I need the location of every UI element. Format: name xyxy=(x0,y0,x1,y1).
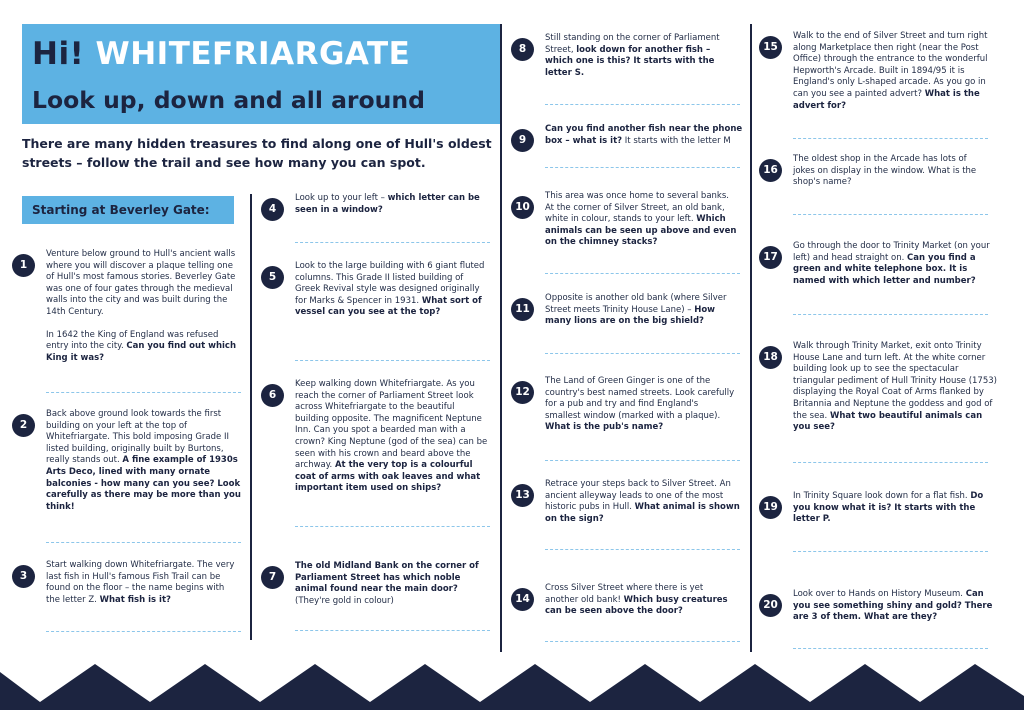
item-question: look down for another fish – which one is this? It starts with the letter S. xyxy=(545,44,715,78)
item-question: What is the advert for? xyxy=(793,88,980,111)
answer-line xyxy=(793,138,988,139)
item-question: which letter can be seen in a window? xyxy=(295,193,480,215)
answer-line xyxy=(295,630,490,631)
item-question: What two beautiful animals can you see? xyxy=(793,410,983,433)
item-question: What animal is shown on the sign? xyxy=(545,502,740,524)
item-text xyxy=(545,33,735,79)
item-number: 13 xyxy=(511,484,534,507)
item-number: 9 xyxy=(511,129,534,152)
answer-line xyxy=(793,214,988,215)
item-question: What is the pub's name? xyxy=(545,422,664,433)
item-body: In Trinity Square look down for a flat fish. xyxy=(793,491,968,501)
item-number: 1 xyxy=(12,254,35,277)
item-body: Cross Silver Street where there is yet another old bank! xyxy=(545,583,704,605)
item-body: Still standing on the corner of Parliament Street, xyxy=(545,33,720,55)
item-body: Look to the large building with 6 giant fluted columns. This Grade II listed building of Greek Revival style was designed originally for Marks & Spencer in 1931. xyxy=(295,261,485,306)
item-question: What sort of vessel can you see at the top? xyxy=(295,295,482,318)
section-heading-start: Starting at Beverley Gate: xyxy=(22,196,234,224)
title-banner xyxy=(22,24,500,124)
answer-line xyxy=(295,360,490,361)
item-body: This area was once home to several banks. At the corner of Silver Street, an old bank, white in colour, stands to your left. xyxy=(545,191,729,225)
item-text xyxy=(295,379,489,495)
answer-line xyxy=(793,648,988,649)
item-question: What fish is it? xyxy=(99,594,171,605)
column-divider xyxy=(750,24,752,652)
item-number: 15 xyxy=(759,36,782,59)
item-number: 2 xyxy=(12,414,35,437)
answer-line xyxy=(46,631,241,632)
item-question: Can you find out which King it was? xyxy=(46,341,236,363)
answer-line xyxy=(545,104,740,105)
zigzag-border xyxy=(0,660,1024,710)
item-text xyxy=(793,341,997,434)
answer-line xyxy=(545,641,740,642)
item-question: Which busy creatures can be seen above the door? xyxy=(545,594,728,617)
item-text xyxy=(545,583,739,618)
item-text xyxy=(545,293,743,328)
item-number: 14 xyxy=(511,588,534,611)
item-note: (They're gold in colour) xyxy=(295,595,394,606)
item-text xyxy=(46,249,240,364)
page-title xyxy=(32,36,410,72)
item-text xyxy=(793,241,995,287)
item-body: Venture below ground to Hull's ancient walls where you will discover a plaque telling one of Hull's most famous stories. Beverley Gate was one of four gates through the medieval walls into the city and was built during the 14th Century. xyxy=(46,249,236,317)
item-body: Walk to the end of Silver Street and turn right along Marketplace then right (near the Post Office) through the entrance to the wonderful Hepworth's Arcade. Built in 1894/95 it is England's only L-shaped arcade. As you go in can you see a painted advert? xyxy=(793,31,988,99)
answer-line xyxy=(295,242,490,243)
item-text xyxy=(46,560,236,606)
item-number: 19 xyxy=(759,496,782,519)
intro-text: There are many hidden treasures to find along one of Hull's oldest streets – follow the trail and see how many you can spot. xyxy=(22,136,492,170)
item-text xyxy=(295,193,485,216)
item-question: The old Midland Bank on the corner of Parliament Street has which noble animal found near the main door? xyxy=(295,561,479,595)
answer-line xyxy=(46,392,241,393)
item-number: 6 xyxy=(261,384,284,407)
item-body: Look up to your left – xyxy=(295,193,385,203)
item-number: 18 xyxy=(759,346,782,369)
answer-line xyxy=(545,353,740,354)
column-divider xyxy=(250,194,252,640)
item-body: Start walking down Whitefriargate. The very last fish in Hull's famous Fish Trail can be found on the floor – the name begins with the letter Z. xyxy=(46,560,235,605)
column-divider xyxy=(500,24,502,652)
item-number: 3 xyxy=(12,565,35,588)
item-number: 5 xyxy=(261,266,284,289)
item-number: 17 xyxy=(759,246,782,269)
item-body: Retrace your steps back to Silver Street. An ancient alleyway leads to one of the most historic pubs in Hull. xyxy=(545,479,731,513)
item-text xyxy=(545,479,741,525)
item-number: 16 xyxy=(759,159,782,182)
page-subtitle: Look up, down and all around xyxy=(32,86,425,114)
item-number: 8 xyxy=(511,38,534,61)
item-text xyxy=(793,31,997,112)
answer-line xyxy=(295,526,490,527)
title-street: WHITEFRIARGATE xyxy=(95,36,411,72)
answer-line xyxy=(793,551,988,552)
item-number: 20 xyxy=(759,594,782,617)
item-text xyxy=(545,376,735,434)
item-text xyxy=(545,124,745,147)
item-question: Which animals can be seen up above and even on the chimney stacks? xyxy=(545,214,737,248)
item-question: Can you find another fish near the phone box – what is it? xyxy=(545,124,743,146)
item-question: Can you find a green and white telephone box. It is named with which letter and number? xyxy=(793,252,976,286)
item-text xyxy=(46,409,242,513)
item-number: 4 xyxy=(261,198,284,221)
item-question: Do you know what it is? It starts with the letter P. xyxy=(793,491,984,525)
item-question: Can you see something shiny and gold? There are 3 of them. What are they? xyxy=(793,589,993,623)
answer-line xyxy=(545,460,740,461)
item-text xyxy=(793,589,993,624)
item-text xyxy=(793,491,995,526)
answer-line xyxy=(545,167,740,168)
item-body: Go through the door to Trinity Market (on your left) and head straight on. xyxy=(793,241,990,263)
item-number: 11 xyxy=(511,298,534,321)
title-hi: Hi! xyxy=(32,36,85,72)
item-number: 10 xyxy=(511,196,534,219)
item-body: Walk through Trinity Market, exit onto Trinity House Lane and turn left. At the white corner building look up to see the spectacular triangular pediment of Hull Trinity House (1753) displaying the Royal Coat of Arms flanked by Britannia and Neptune the goddess and god of the sea. xyxy=(793,341,997,421)
item-text xyxy=(295,261,485,319)
item-body: In 1642 the King of England was refused entry into the city. xyxy=(46,329,219,352)
item-number: 7 xyxy=(261,566,284,589)
answer-line xyxy=(545,273,740,274)
answer-line xyxy=(46,542,241,543)
item-question: A fine example of 1930s Arts Deco, lined with many ornate balconies - how many can you see? Look carefully as there may be more than you think! xyxy=(46,455,241,512)
answer-line xyxy=(793,314,988,315)
answer-line xyxy=(545,549,740,550)
answer-line xyxy=(793,462,988,463)
item-body: The oldest shop in the Arcade has lots of jokes on display in the window. What is the shop's name? xyxy=(793,154,977,188)
item-text xyxy=(793,154,989,189)
item-question: At the very top is a colourful coat of arms with oak leaves and what important item used on ships? xyxy=(295,460,481,494)
item-number: 12 xyxy=(511,381,534,404)
item-body: Keep walking down Whitefriargate. As you reach the corner of Parliament Street look across Whitefriargate to the beautiful building opposite. The magnificent Neptune Inn. Can you spot a bearded man with a crown? King Neptune (god of the sea) can be seen with his crown and beard above the archway. xyxy=(295,379,488,471)
item-body: It starts with the letter M xyxy=(624,135,731,146)
item-body: The Land of Green Ginger is one of the country's best named streets. Look carefully for a pub and try and find England's smallest window (marked with a plaque). xyxy=(545,376,735,421)
item-body: Back above ground look towards the first building on your left at the top of Whitefriargate. This bold imposing Grade II listed building, originally built by Burtons, really stands out. xyxy=(46,409,229,466)
item-body: Look over to Hands on History Museum. xyxy=(793,589,963,599)
item-question: How many lions are on the big shield? xyxy=(545,304,716,327)
item-text xyxy=(295,561,481,607)
item-body: Opposite is another old bank (where Silver Street meets Trinity House Lane) – xyxy=(545,293,727,315)
item-text xyxy=(545,191,739,249)
